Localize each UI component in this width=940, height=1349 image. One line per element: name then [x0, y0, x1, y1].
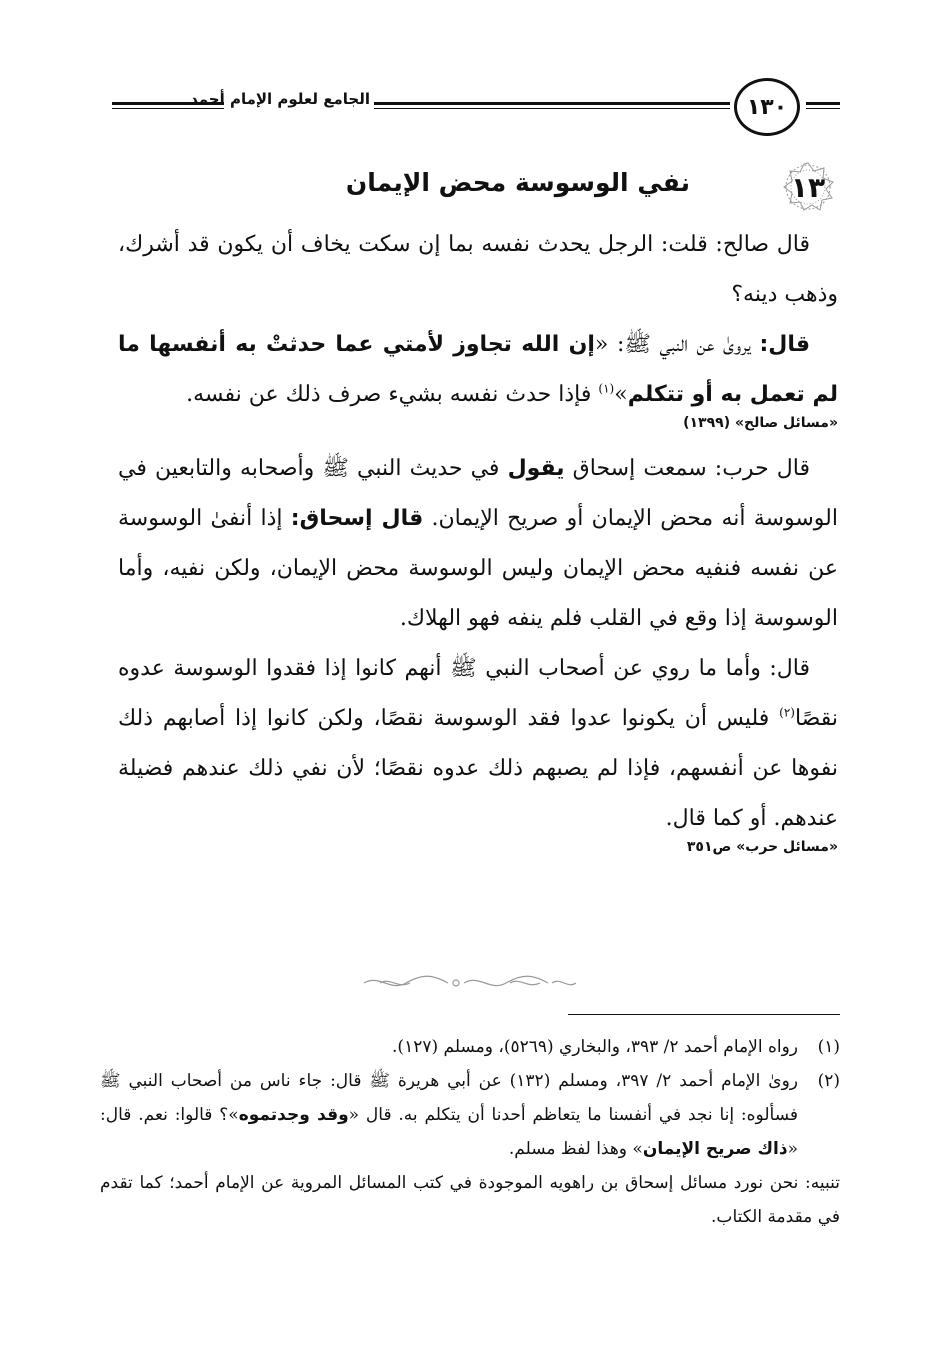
paragraph-text: قال: وأما ما روي عن أصحاب النبي ﷺ أنهم كانوا إذا فقدوا الوسوسة عدوه نقصًا	[118, 656, 838, 731]
footnote-text: روىٰ الإمام أحمد ٢/ ٣٩٧، ومسلم (١٣٢) عن أبي هريرة ﷺ قال: جاء ناس من أصحاب النبي ﷺ فسألوه: إنا نجد في أنفسنا ما يتعاظم أحدنا أن يتكلم به. قال «	[100, 1071, 798, 1125]
paragraph-text: يرویٰ عن النبي ﷺ: «	[594, 332, 760, 357]
header-rule	[806, 102, 840, 105]
section-title: نفي الوسوسة محض الإيمان	[345, 168, 690, 197]
speaker-label: قال:	[759, 332, 810, 357]
main-text	[118, 220, 838, 868]
hadith-quote: إن الله تجاوز لأمتي عما حدثتْ به أنفسها ما لم تعمل به أو تتكلم	[118, 332, 838, 407]
footnote-text: رواه الإمام أحمد ٢/ ٣٩٣، والبخاري (٥٢٦٩)، ومسلم (١٢٧).	[392, 1037, 798, 1057]
paragraph-text: في حديث النبي ﷺ وأصحابه والتابعين في الوسوسة أنه محض الإيمان أو صريح الإيمان.	[118, 456, 838, 531]
source-reference: «مسائل حرب» ص٣٥١	[686, 839, 838, 855]
page-header	[88, 78, 840, 144]
paragraph-text: فليس أن يكونوا عدوا فقد الوسوسة نقصًا، ولكن كانوا إذا أصابهم ذلك نفوها عن أنفسهم، فإذا لم يصبهم ذلك عدوه نقصًا؛ لأن نفي ذلك عندهم فضيلة عندهم. أو كما قال.	[118, 706, 838, 831]
paragraph	[118, 444, 838, 644]
footnote-quote: ذاك صريح الإيمان	[642, 1139, 788, 1159]
header-rule	[374, 108, 730, 109]
ornamental-divider-icon	[360, 972, 580, 994]
running-title: الجامع لعلوم الإمام أحمد	[190, 90, 370, 108]
footnote-marker[interactable]: (١)	[598, 381, 615, 396]
paragraph	[118, 220, 838, 320]
editor-note: تنبيه: نحن نورد مسائل إسحاق بن راهويه الموجودة في كتب المسائل المروية عن الإمام أحمد؛ كما تقدم في مقدمة الكتاب.	[100, 1173, 840, 1227]
section-number: ١٣	[790, 170, 826, 204]
section-number-medallion	[776, 162, 840, 212]
footnote-separator	[568, 1014, 840, 1015]
paragraph-text: إذا أنفىٰ الوسوسة عن نفسه فنفيه محض الإيمان وليس الوسوسة محض الإيمان، ولكن نفيه، وأما الوسوسة إذا وقع في القلب فلم ينفه فهو الهلاك.	[118, 506, 838, 631]
footnotes	[100, 1030, 840, 1234]
footnote-text: » وهذا لفظ مسلم.	[508, 1139, 643, 1159]
header-rule	[374, 102, 730, 105]
page-number-badge	[734, 78, 800, 136]
footnote	[100, 1064, 840, 1166]
paragraph-text: قال حرب: سمعت إسحاق	[564, 456, 810, 481]
footnote-number: (٢)	[817, 1071, 840, 1091]
emphasis-text: يقول	[507, 456, 565, 481]
header-rule	[112, 108, 224, 109]
speaker-label: قال إسحاق:	[290, 506, 424, 531]
page-number: ١٣٠	[746, 94, 788, 120]
paragraph	[118, 644, 838, 844]
footnote	[100, 1030, 840, 1064]
footnote-text: »؟ قالوا: نعم. قال: «	[100, 1105, 798, 1159]
footnote-marker[interactable]: (٢)	[779, 705, 795, 720]
header-rule	[806, 108, 840, 109]
source-reference: «مسائل صالح» (١٣٩٩)	[683, 415, 838, 431]
quote-mark: »	[614, 382, 628, 407]
paragraph-text: قال صالح: قلت: الرجل يحدث نفسه بما إن سكت يخاف أن يكون قد أشرك، وذهب دينه؟	[118, 232, 838, 307]
section-heading	[100, 162, 840, 212]
paragraph	[118, 320, 838, 420]
footnote-quote: وقد وجدتموه	[238, 1105, 349, 1125]
paragraph-text: فإذا حدث نفسه بشيء صرف ذلك عن نفسه.	[186, 382, 599, 407]
footnote-number: (١)	[817, 1037, 840, 1057]
